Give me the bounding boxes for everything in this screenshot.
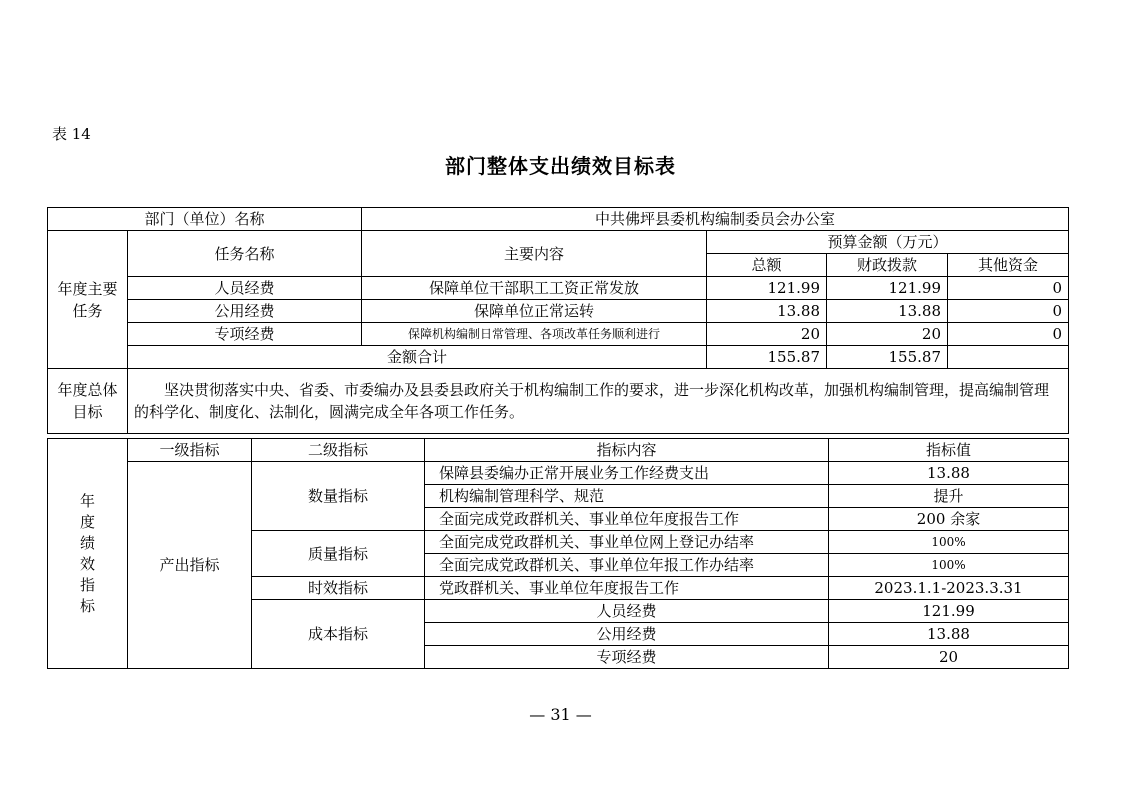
task-total: 121.99 [707,277,827,300]
indicator-value: 13.88 [829,623,1069,646]
table-row [48,323,1069,346]
col-budget: 预算金额（万元） [707,231,1069,254]
level1-output: 产出指标 [128,462,252,669]
indicator-content: 党政群机关、事业单位年度报告工作 [425,577,829,600]
table-row [48,462,1069,485]
col-total: 总额 [707,254,827,277]
task-name: 公用经费 [128,300,362,323]
indicator-content: 公用经费 [425,623,829,646]
level2-timeliness: 时效指标 [252,577,425,600]
indicators-header-row [48,439,1069,462]
overall-goal-row [48,369,1069,434]
task-name: 人员经费 [128,277,362,300]
indicator-value: 100% [829,554,1069,577]
table-row [48,277,1069,300]
task-other: 0 [948,277,1069,300]
sum-total: 155.87 [707,346,827,369]
indicator-value: 13.88 [829,462,1069,485]
level2-cost: 成本指标 [252,600,425,669]
task-total: 20 [707,323,827,346]
indicators-section-label: 年度绩效指标 [48,439,128,669]
col-indicator-content: 指标内容 [425,439,829,462]
indicator-content: 全面完成党政群机关、事业单位年报工作办结率 [425,554,829,577]
indicator-value: 提升 [829,485,1069,508]
col-indicator-value: 指标值 [829,439,1069,462]
task-fiscal: 121.99 [827,277,948,300]
indicator-content: 人员经费 [425,600,829,623]
task-fiscal: 13.88 [827,300,948,323]
dept-row [48,208,1069,231]
task-other: 0 [948,323,1069,346]
sum-row [48,346,1069,369]
col-main-content: 主要内容 [362,231,707,277]
indicator-value: 20 [829,646,1069,669]
sum-fiscal: 155.87 [827,346,948,369]
task-content: 保障单位正常运转 [362,300,707,323]
col-other: 其他资金 [948,254,1069,277]
indicator-content: 专项经费 [425,646,829,669]
dept-name: 中共佛坪县委机构编制委员会办公室 [362,208,1069,231]
overall-goal-text: 坚决贯彻落实中央、省委、市委编办及县委县政府关于机构编制工作的要求，进一步深化机构改革，加强机构编制管理，提高编制管理的科学化、制度化、法制化，圆满完成全年各项工作任务。 [128,369,1069,434]
table-number: 表 14 [52,125,91,143]
indicators-table [47,438,1069,669]
indicator-value: 121.99 [829,600,1069,623]
tasks-header-row [48,231,1069,254]
indicator-content: 机构编制管理科学、规范 [425,485,829,508]
indicator-value: 2023.1.1-2023.3.31 [829,577,1069,600]
task-fiscal: 20 [827,323,948,346]
level2-quantity: 数量指标 [252,462,425,531]
tasks-table [47,207,1069,434]
sum-other [948,346,1069,369]
indicator-value: 200 余家 [829,508,1069,531]
indicator-content: 全面完成党政群机关、事业单位年度报告工作 [425,508,829,531]
task-total: 13.88 [707,300,827,323]
indicator-content: 全面完成党政群机关、事业单位网上登记办结率 [425,531,829,554]
dept-label: 部门（单位）名称 [48,208,362,231]
page-number: — 31 — [529,705,592,724]
table-row [48,300,1069,323]
sum-label: 金额合计 [128,346,707,369]
indicator-content: 保障县委编办正常开展业务工作经费支出 [425,462,829,485]
task-other: 0 [948,300,1069,323]
col-level1: 一级指标 [128,439,252,462]
page-title: 部门整体支出绩效目标表 [445,154,676,178]
annual-tasks-label: 年度主要任务 [48,231,128,369]
indicator-value: 100% [829,531,1069,554]
col-level2: 二级指标 [252,439,425,462]
task-content: 保障单位干部职工工资正常发放 [362,277,707,300]
col-task-name: 任务名称 [128,231,362,277]
col-fiscal: 财政拨款 [827,254,948,277]
overall-goal-label: 年度总体目标 [48,369,128,434]
task-name: 专项经费 [128,323,362,346]
level2-quality: 质量指标 [252,531,425,577]
task-content: 保障机构编制日常管理、各项改革任务顺利进行 [362,323,707,346]
